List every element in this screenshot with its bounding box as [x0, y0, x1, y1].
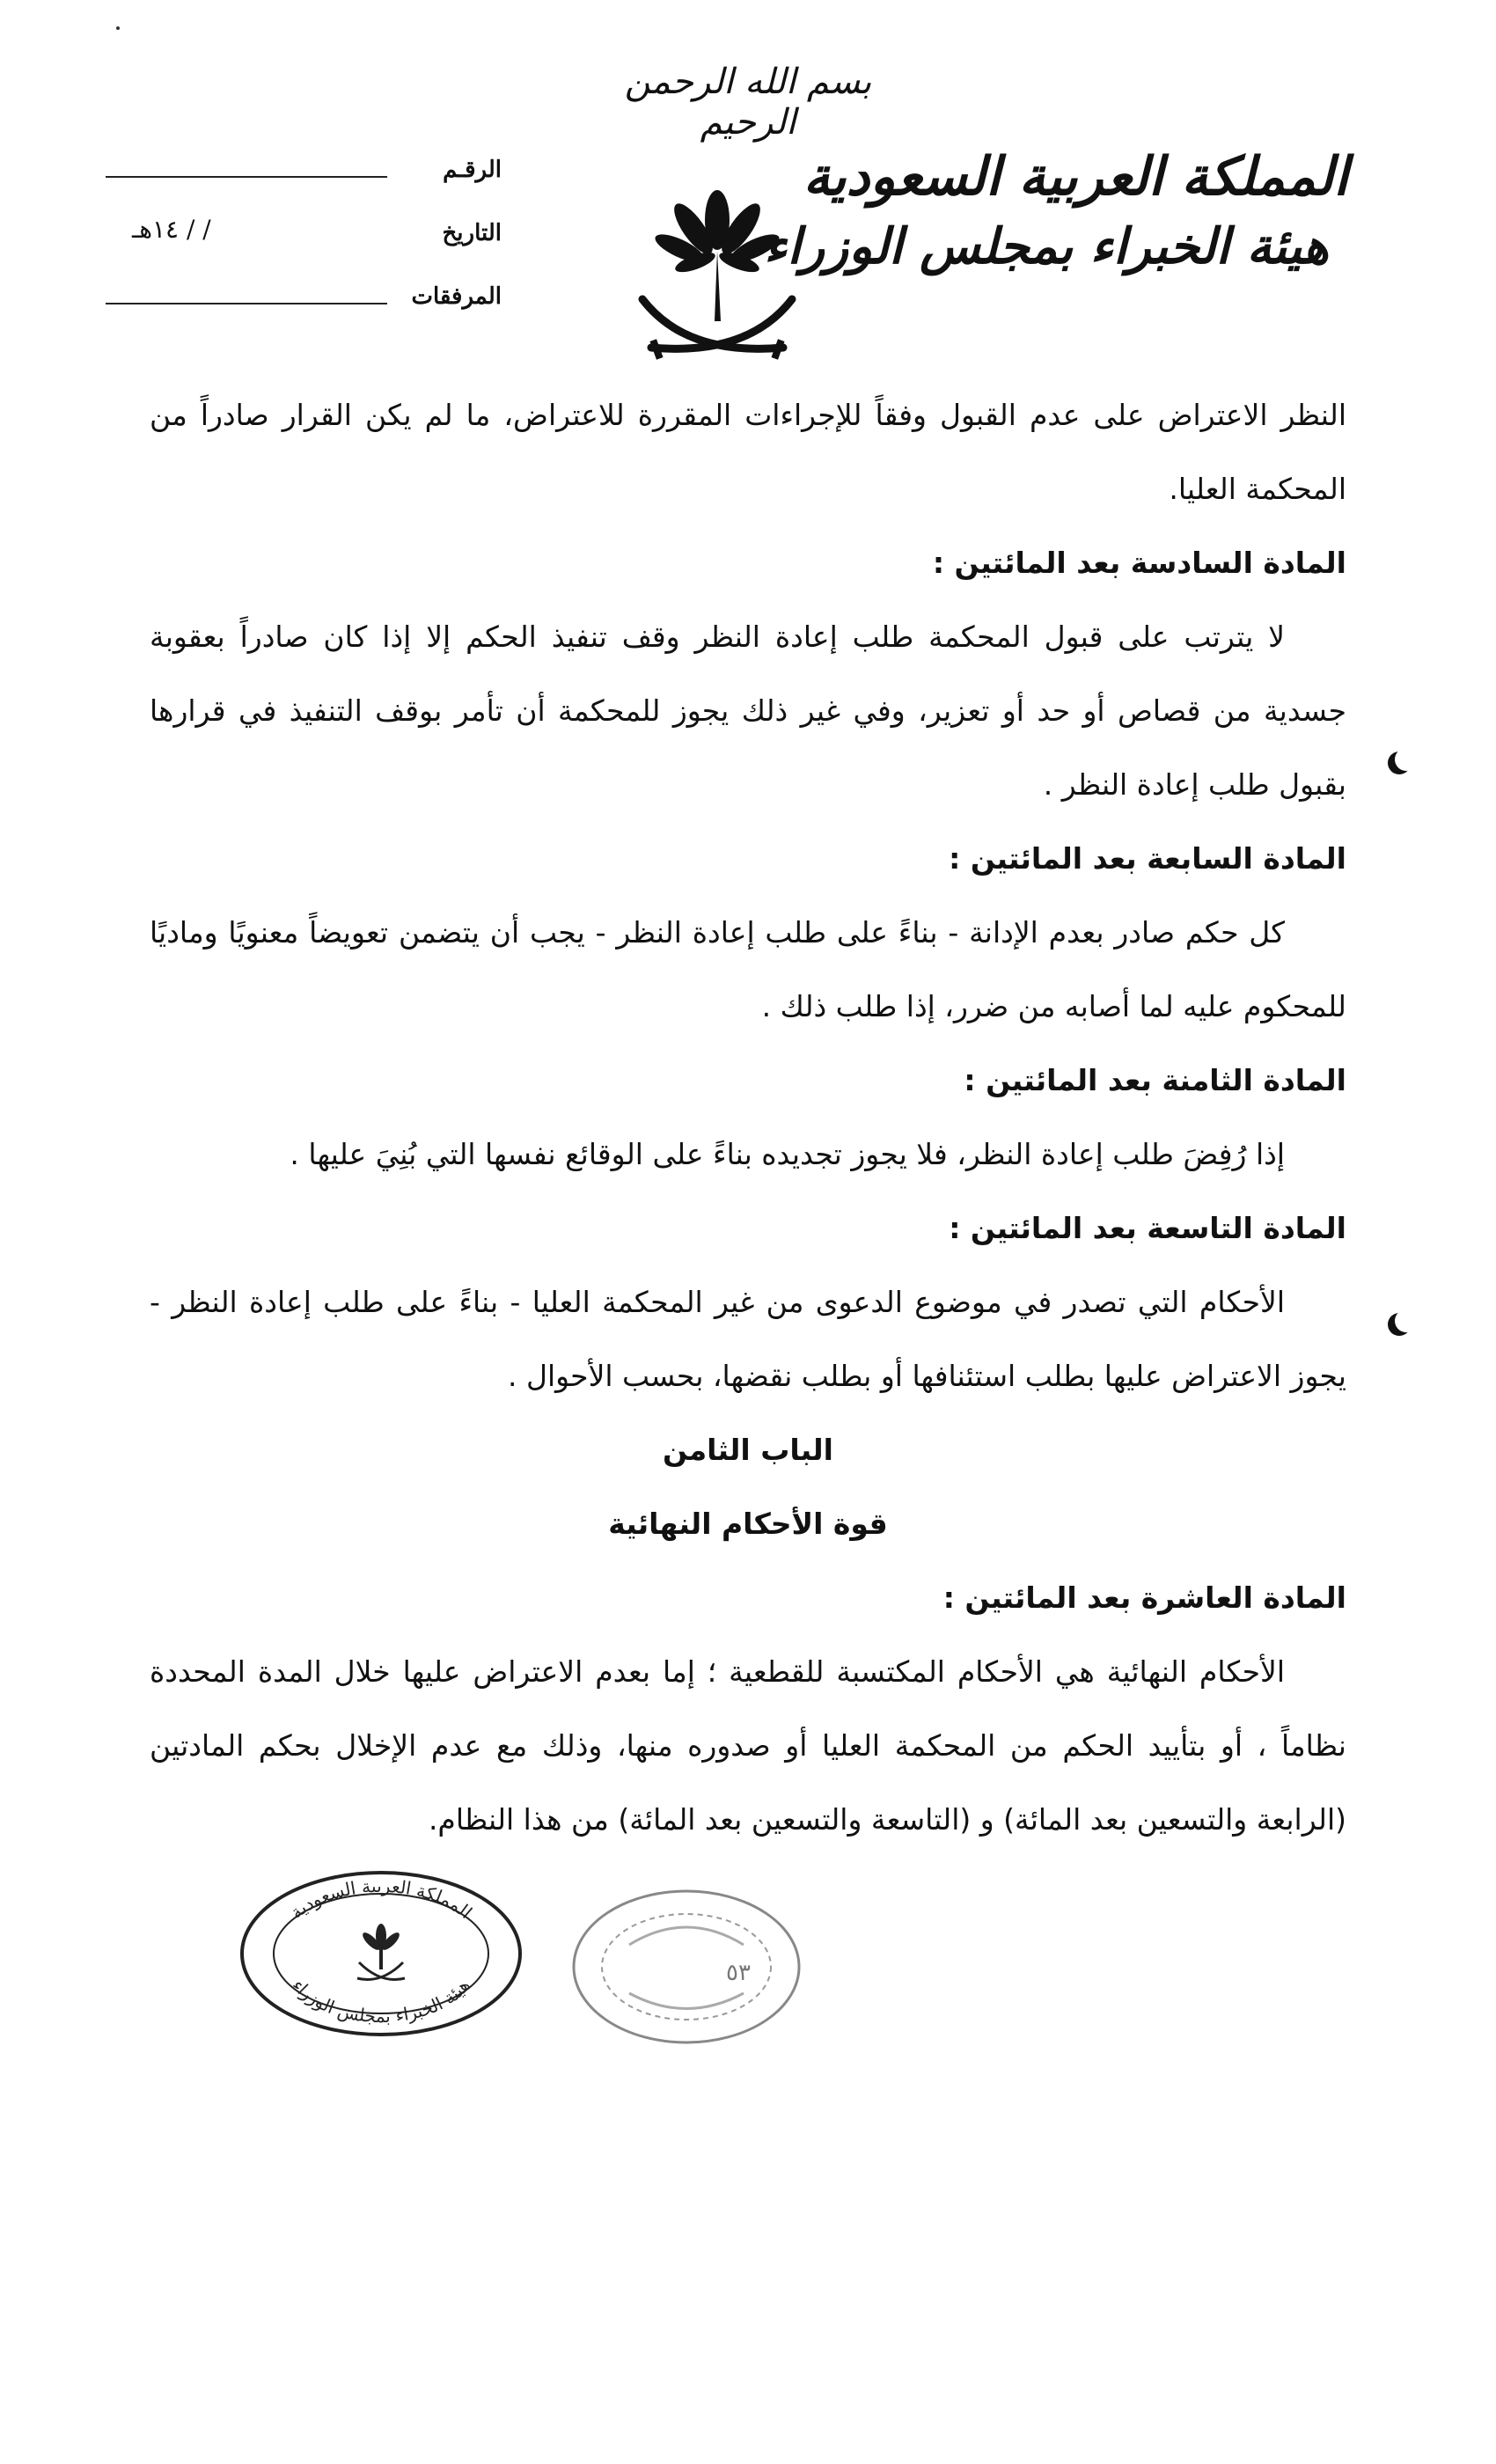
stamp-top-text: المملكة العربية السعودية — [286, 1874, 477, 1924]
attachments-row — [106, 276, 502, 340]
document-body — [150, 378, 1346, 1857]
kingdom-title: المملكة العربية السعودية — [803, 146, 1348, 208]
margin-punch-mark-icon — [1395, 748, 1418, 771]
article-209-text: الأحكام التي تصدر في موضوع الدعوى من غير المحكمة العليا - بناءً على طلب إعادة النظر - يجوز الاعتراض عليها بطلب استئنافها أو بطلب نقضها، بحسب الأحوال . — [150, 1285, 1346, 1393]
article-206-text: لا يترتب على قبول المحكمة طلب إعادة النظر وقف تنفيذ الحكم إلا إذا كان صادراً بعقوبة جسدية من قصاص أو حد أو تعزير، وفي غير ذلك يجوز للمحكمة أن تأمر بوقف التنفيذ في قرارها بقبول طلب إعادة النظر . — [150, 620, 1346, 802]
faded-seal-stamp — [568, 1883, 805, 2050]
article-210-text: الأحكام النهائية هي الأحكام المكتسبة للقطعية ؛ إما بعدم الاعتراض عليها خلال المدة المحددة نظاماً ، أو بتأييد الحكم من المحكمة العليا أو صدوره منها، وذلك مع عدم الإخلال بحكم المادتين (الرابعة والتسعين بعد المائة) و (التاسعة والتسعين بعد المائة) من هذا النظام. — [150, 1654, 1346, 1837]
reference-row — [106, 150, 502, 213]
date-row — [106, 213, 502, 276]
council-title: هيئة الخبراء بمجلس الوزراء — [764, 217, 1329, 275]
article-207-heading: المادة السابعة بعد المائتين : — [949, 841, 1346, 876]
intro-paragraph: النظر الاعتراض على عدم القبول وفقاً للإجراءات المقررة للاعتراض، ما لم يكن القرار صادراً من المحكمة العليا. — [150, 398, 1346, 506]
reference-block — [106, 150, 502, 340]
stamp-number: ٥٣ — [726, 1960, 751, 1986]
attachments-line — [106, 303, 387, 304]
stamp-emblem-icon — [357, 1924, 405, 1980]
reference-line — [106, 176, 387, 178]
chapter-subtitle: قوة الأحكام النهائية — [608, 1507, 888, 1541]
article-210-heading: المادة العاشرة بعد المائتين : — [942, 1580, 1346, 1615]
date-label: التاريخ — [442, 220, 502, 246]
article-206-heading: المادة السادسة بعد المائتين : — [932, 546, 1346, 580]
article-208-text: إذا رُفِضَ طلب إعادة النظر، فلا يجوز تجديده بناءً على الوقائع نفسها التي بُنِيَ عليها . — [290, 1137, 1285, 1171]
official-seal-stamp — [236, 1866, 526, 2042]
chapter-title: الباب الثامن — [663, 1433, 833, 1467]
svg-text:هيئة الخبراء بمجلس الوزراء — [288, 1975, 473, 2027]
article-208-heading: المادة الثامنة بعد المائتين : — [964, 1063, 1346, 1097]
letterhead — [0, 0, 1496, 378]
article-207-text: كل حكم صادر بعدم الإدانة - بناءً على طلب إعادة النظر - يجب أن يتضمن تعويضاً معنويًا وماديًا للمحكوم عليه لما أصابه من ضرر، إذا طلب ذلك . — [150, 915, 1346, 1023]
attachments-label: المرفقات — [411, 283, 502, 310]
date-placeholder: / / ١٤هـ — [132, 215, 211, 244]
basmala: بسم الله الرحمن الرحيم — [624, 62, 872, 143]
stamp-bottom-text: هيئة الخبراء بمجلس الوزراء — [288, 1975, 474, 2028]
reference-label: الرقـم — [443, 157, 502, 183]
margin-punch-mark-icon — [1395, 1309, 1418, 1332]
article-209-heading: المادة التاسعة بعد المائتين : — [949, 1211, 1346, 1245]
